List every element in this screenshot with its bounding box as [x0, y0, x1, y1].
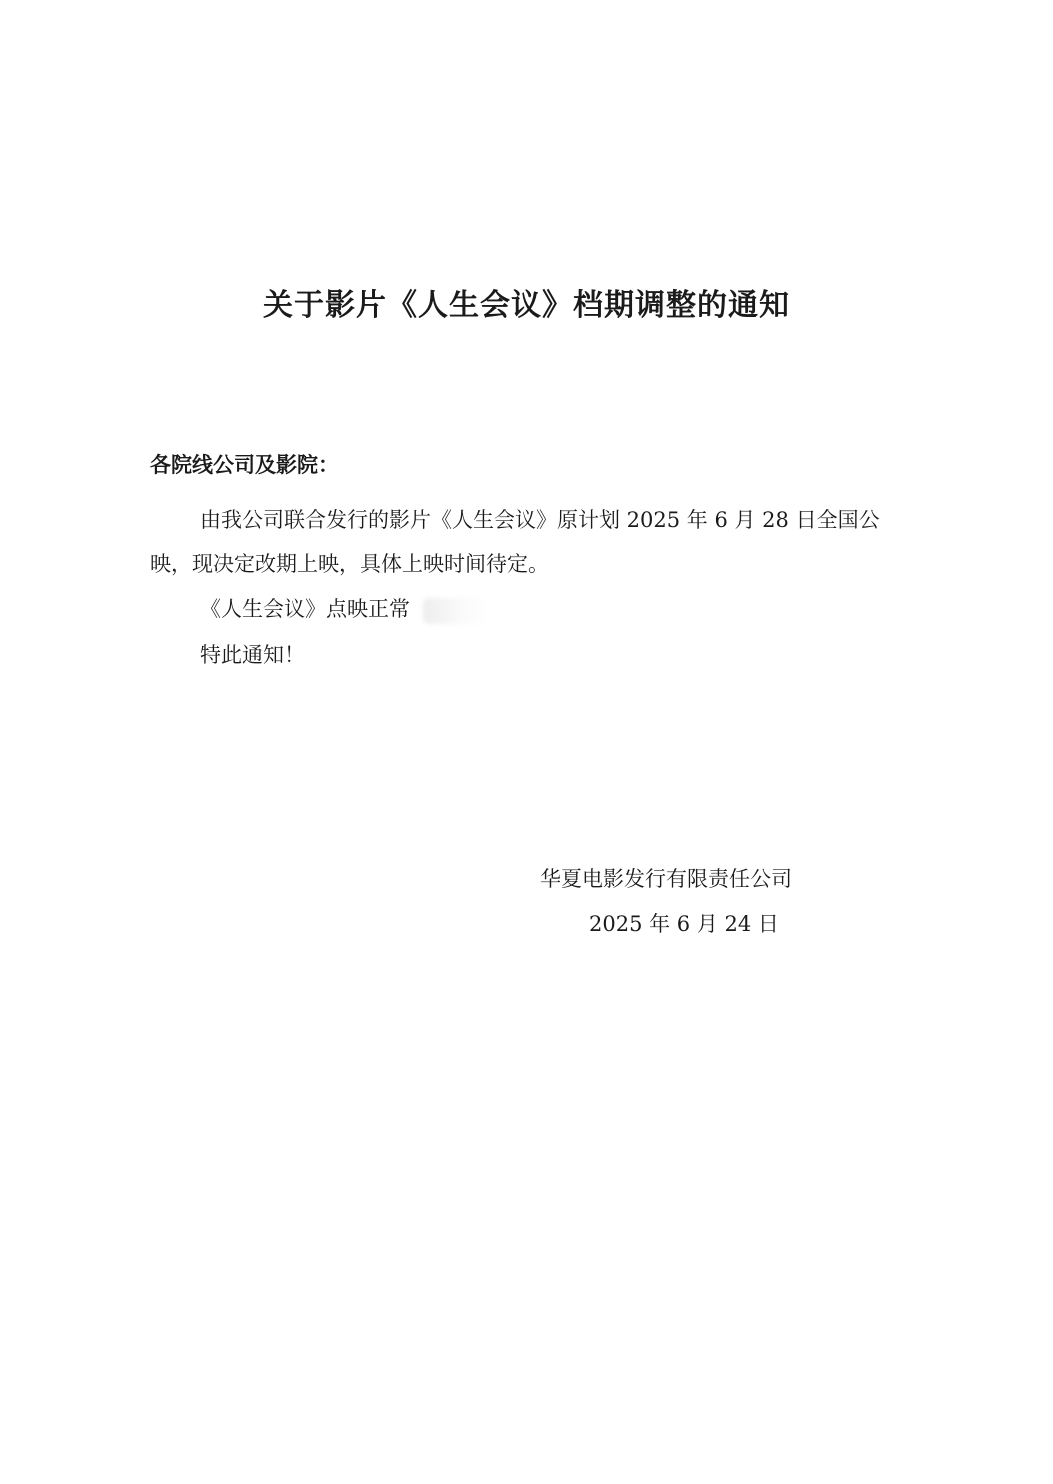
blurred-mark: [423, 598, 489, 624]
salutation: 各院线公司及影院：: [150, 453, 339, 477]
signature-company: 华夏电影发行有限责任公司: [540, 867, 792, 891]
closing-line: 特此通知！: [200, 643, 305, 667]
screening-note: [200, 592, 489, 626]
signature-date: 2025 年 6 月 24 日: [589, 912, 779, 936]
body-paragraph: 由我公司联合发行的影片《人生会议》原计划 2025 年 6 月 28 日全国公映，现决定改期上映，具体上映时间待定。: [150, 508, 880, 576]
screening-note-text: 《人生会议》点映正常: [200, 597, 410, 621]
document-title: 关于影片《人生会议》档期调整的通知: [263, 288, 790, 323]
